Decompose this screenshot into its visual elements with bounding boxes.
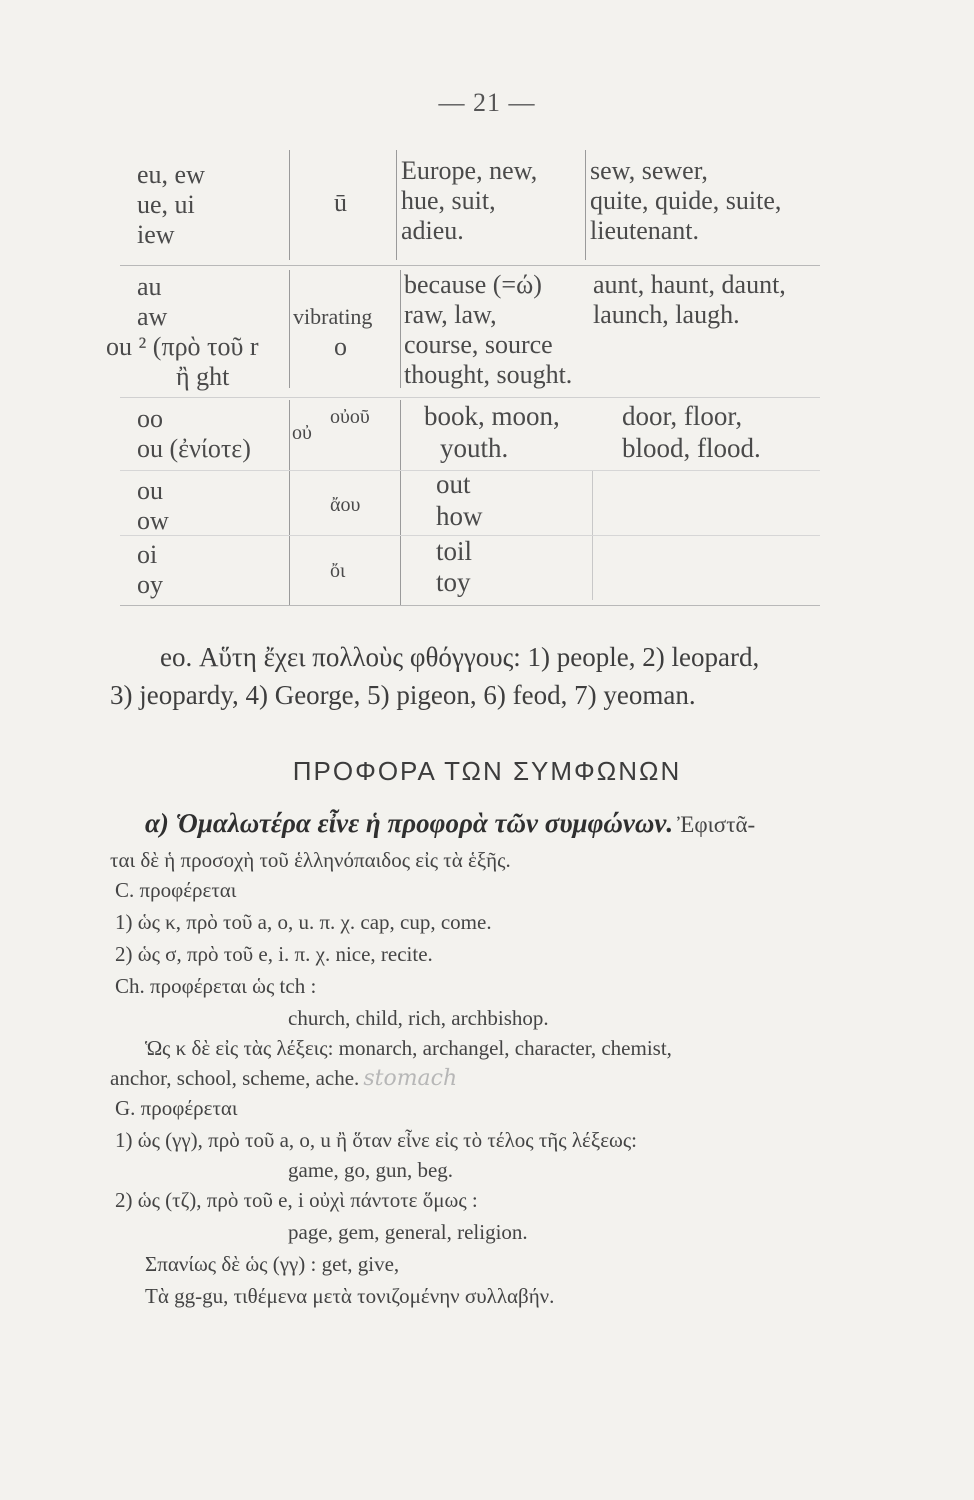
c-rule-1: 1) ὡς κ, πρὸ τοῦ a, o, u. π. χ. cap, cup, come. xyxy=(115,910,492,934)
k-words-line1: Ὡς κ δὲ εἰς τὰς λέξεις: monarch, archangel, character, chemist, xyxy=(145,1036,672,1060)
page-number: — 21 — xyxy=(438,88,536,117)
row2-left-2: aw xyxy=(137,302,168,331)
table-rule xyxy=(585,150,586,260)
row1-example-2: hue, suit, xyxy=(401,186,496,215)
table-rule xyxy=(120,397,820,398)
row2-example-2: raw, law, xyxy=(404,300,497,329)
row2-sound-bottom: o xyxy=(334,332,347,361)
section-heading: ΠΡΟΦΟΡΑ ΤΩΝ ΣΥΜΦΩΝΩΝ xyxy=(292,756,682,786)
row1-sound: ū xyxy=(334,188,347,217)
row2-other-2: launch, laugh. xyxy=(593,300,740,329)
row2-example-1: because (=ώ) xyxy=(404,270,542,299)
gg-line: Τὰ gg-gu, τιθέμενα μετὰ τονιζομένην συλλαβήν. xyxy=(145,1284,555,1308)
row1-other-3: lieutenant. xyxy=(590,216,700,245)
row5-example-2: toy xyxy=(436,567,471,597)
table-rule xyxy=(400,400,401,605)
row3-left-1: oo xyxy=(137,404,163,433)
row2-left-3: ou ² (πρὸ τοῦ r xyxy=(106,332,259,361)
row3-other-1: door, floor, xyxy=(622,401,743,431)
row5-left-2: oy xyxy=(137,570,163,599)
row2-example-3: course, source xyxy=(404,330,553,359)
table-rule xyxy=(289,400,290,605)
section-a-title: α) Ὁμαλωτέρα εἶνε ἡ προφορὰ τῶν συμφώνων. xyxy=(145,808,674,838)
table-rule xyxy=(289,270,290,388)
g-rule-2: 2) ὡς (τζ), πρὸ τοῦ e, i οὐχὶ πάντοτε ὅμως : xyxy=(115,1188,478,1212)
table-rule xyxy=(396,150,397,260)
eo-note-line1: eo. Αὕτη ἔχει πολλοὺς φθόγγους: 1) people, 2) leopard, xyxy=(160,642,760,672)
ch-examples: church, child, rich, archbishop. xyxy=(288,1006,549,1030)
row3-sound: οὐ xyxy=(292,422,312,444)
row5-left-1: oi xyxy=(137,540,158,569)
row3-left-2: ou (ἐνίοτε) xyxy=(137,434,251,463)
row4-left-1: ou xyxy=(137,476,163,505)
table-rule xyxy=(120,265,820,266)
row5-sound: ὄι xyxy=(330,560,346,582)
row1-left-1: eu, ew xyxy=(137,160,205,189)
k-words-line2-wrap xyxy=(110,1064,457,1092)
handwritten-annotation: stomach xyxy=(363,1066,458,1091)
row1-example-3: adieu. xyxy=(401,216,464,245)
table-rule xyxy=(400,270,401,388)
table-rule xyxy=(120,605,820,606)
section-a-title-rest: Ἐφιστᾶ- xyxy=(677,812,756,837)
row3-sound-mark: οὐοῦ xyxy=(330,406,370,428)
row2-example-4: thought, sought. xyxy=(404,360,573,389)
g-rule-2-examples: page, gem, general, religion. xyxy=(288,1220,528,1244)
row3-other-2: blood, flood. xyxy=(622,433,761,463)
g-heading: G. προφέρεται xyxy=(115,1096,238,1120)
row1-left-2: ue, ui xyxy=(137,190,195,219)
row1-other-2: quite, quide, suite, xyxy=(590,186,782,215)
table-rule xyxy=(289,150,290,260)
row4-example-2: how xyxy=(436,501,483,531)
row2-sound-top: vibrating xyxy=(293,304,373,329)
row2-left-4: ἢ ght xyxy=(176,362,230,391)
ch-heading: Ch. προφέρεται ὡς tch : xyxy=(115,974,317,998)
section-a-line2: ται δὲ ἡ προσοχὴ τοῦ ἑλληνόπαιδος εἰς τὰ ἑξῆς. xyxy=(110,848,511,872)
row2-left-1: au xyxy=(137,272,162,301)
g-rule-1: 1) ὡς (γγ), πρὸ τοῦ a, o, u ἢ ὅταν εἶνε εἰς τὸ τέλος τῆς λέξεως: xyxy=(115,1128,637,1152)
row1-left-3: iew xyxy=(137,220,175,249)
eo-note-line2: 3) jeopardy, 4) George, 5) pigeon, 6) feod, 7) yeoman. xyxy=(110,680,696,710)
row1-example-1: Europe, new, xyxy=(401,156,538,185)
row3-example-2: youth. xyxy=(440,433,509,463)
row4-left-2: ow xyxy=(137,506,169,535)
rare-g-line: Σπανίως δὲ ὡς (γγ) : get, give, xyxy=(145,1252,400,1276)
c-rule-2: 2) ὡς σ, πρὸ τοῦ e, i. π. χ. nice, recite. xyxy=(115,942,433,966)
section-a-title-line xyxy=(145,808,755,839)
k-words-line2: anchor, school, scheme, ache. xyxy=(110,1066,360,1090)
row1-other-1: sew, sewer, xyxy=(590,156,708,185)
row3-example-1: book, moon, xyxy=(424,401,560,431)
row2-other-1: aunt, haunt, daunt, xyxy=(593,270,786,299)
g-rule-1-examples: game, go, gun, beg. xyxy=(288,1158,454,1182)
row5-example-1: toil xyxy=(436,536,473,566)
row4-sound: ἄου xyxy=(330,494,361,516)
c-heading: C. προφέρεται xyxy=(115,878,237,902)
row4-example-1: out xyxy=(436,469,471,499)
